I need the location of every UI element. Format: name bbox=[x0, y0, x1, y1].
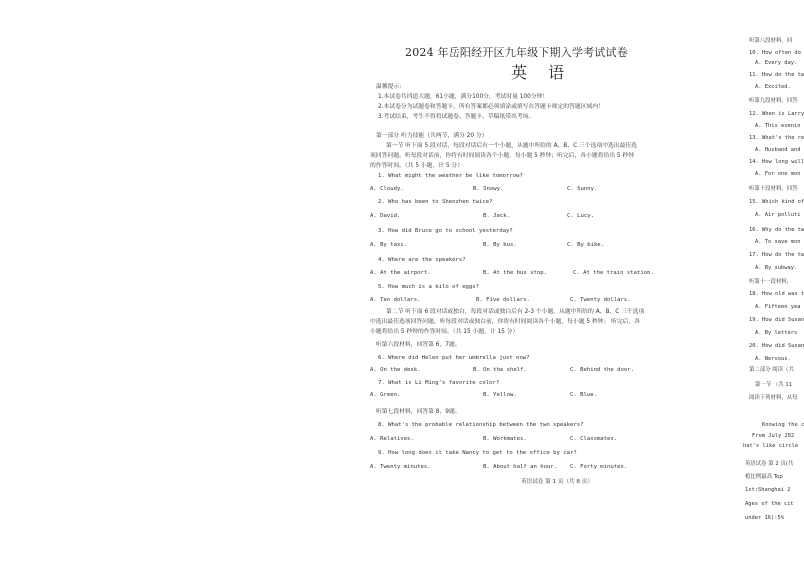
question-2: 2. Who has been to Shenzhen twice? bbox=[378, 199, 493, 205]
option-c: C. Twenty dollars. bbox=[570, 297, 631, 303]
next-page-line: 18. How old was t bbox=[749, 291, 804, 297]
next-page-line: A. Nervous. bbox=[755, 356, 791, 362]
option-a: A. On the desk. bbox=[370, 367, 421, 373]
option-c: C. Classmates. bbox=[570, 436, 618, 442]
section1-instruction: 的作答时间。（共 5 小题，计 5 分） bbox=[370, 163, 464, 169]
next-page-line: A. For one mon bbox=[755, 171, 801, 177]
option-c: C. By bike. bbox=[567, 242, 605, 248]
option-b: B. About half an hour. bbox=[483, 464, 558, 470]
option-a: A. Ten dollars. bbox=[370, 297, 421, 303]
next-page-line: 英语试卷 第 2 页(共 bbox=[745, 461, 794, 467]
next-page-line: 听第八段材料，回 bbox=[749, 38, 793, 44]
next-page-line: 17. How do the tw bbox=[749, 252, 804, 258]
section1-instruction: 项回答问题。听每段对话前，你将有时间阅读各个小题，每小题 5 秒钟；听完后，各小题将给出 5 秒钟 bbox=[370, 153, 635, 159]
option-b: B. On the shelf. bbox=[473, 367, 527, 373]
next-page-line: A. Air polluti bbox=[755, 212, 801, 218]
option-c: C. Blue. bbox=[570, 392, 597, 398]
next-page-line: 12. When is Larry bbox=[749, 111, 804, 117]
option-a: A. Relatives. bbox=[370, 436, 414, 442]
next-page-line: 11. How do the tw bbox=[749, 72, 804, 78]
option-a: A. At the airport. bbox=[370, 270, 431, 276]
option-c: C. Lucy. bbox=[567, 213, 594, 219]
next-page-line: A. This evenin bbox=[755, 123, 801, 129]
option-c: C. Forty minutes. bbox=[570, 464, 628, 470]
option-b: B. Snowy. bbox=[473, 186, 504, 192]
option-a: A. David. bbox=[370, 213, 401, 219]
option-b: B. Yellow. bbox=[483, 392, 517, 398]
question-5: 5. How much is a kilo of eggs? bbox=[378, 284, 480, 290]
next-page-line: 14. How long will bbox=[749, 159, 804, 165]
next-page-line: 19. How did Susan bbox=[749, 317, 804, 323]
next-page-line: 15. Which kind of bbox=[749, 199, 804, 205]
section2-instruction: 中选出最佳选项回答问题。听每段对话或独白前，你将有时间阅读各个小题，每小题 5 秒钟； 听完后，各 bbox=[370, 319, 641, 325]
next-page-line: 阅读下列材料，从每 bbox=[749, 395, 798, 401]
next-page-line: A. By letters bbox=[755, 330, 798, 336]
next-page-line: 第二部分 阅读（共 bbox=[749, 367, 794, 373]
next-page-line: 20. How did Susan bbox=[749, 343, 804, 349]
next-page-line: 1st:Shanghai 2 bbox=[745, 487, 791, 493]
group-instruction: 听第六段材料，回答第 6、7题。 bbox=[376, 342, 461, 348]
question-1: 1. What might the weather be like tomorrow? bbox=[378, 173, 523, 179]
next-page-line: From July 202 bbox=[752, 433, 795, 439]
question-7: 7. What is Li Ming's favorite color? bbox=[378, 380, 500, 386]
question-8: 8. What's the probable relationship between the two speakers? bbox=[378, 422, 584, 428]
next-page-line: 13. What's the re bbox=[749, 135, 804, 141]
question-4: 4. Where are the speakers? bbox=[378, 257, 466, 263]
option-b: B. Jack. bbox=[483, 213, 510, 219]
option-c: C. At the train station. bbox=[573, 270, 654, 276]
next-page-line: Ages of the cit bbox=[745, 501, 794, 507]
page-footer: 英语试卷 第 1 页（共 8 页） bbox=[521, 479, 593, 485]
next-page-line: A. Husband and bbox=[755, 147, 801, 153]
section2-instruction: 第二节 听下面 6 段对话或独白，每段对话或独白后有 2-3 个小题，从题中所给的 A、B、C 三个选项 bbox=[386, 309, 645, 315]
next-page-line: under 16):5% bbox=[745, 515, 784, 521]
next-page-line: 听第九段材料，回答 bbox=[749, 98, 798, 104]
next-page-line: A. Every day. bbox=[755, 60, 798, 66]
next-page-line: Knowing the c bbox=[762, 422, 804, 428]
notice-heading: 温馨提示： bbox=[376, 84, 405, 90]
notice-item: 1.本试卷共四道大题，61小题，满分100分，考试时量 100分钟！ bbox=[378, 94, 549, 100]
next-page-line: A. To save mon bbox=[755, 239, 801, 245]
notice-item: 3.考试结束，考生不得将试题卷、答题卡、草稿纸带出考场。 bbox=[378, 114, 535, 120]
next-page-line: A. Excited. bbox=[755, 84, 791, 90]
option-c: C. Sunny. bbox=[567, 186, 598, 192]
next-page-column bbox=[742, 0, 804, 561]
next-page-line: 10. How often do bbox=[749, 50, 801, 56]
next-page-line: 植比例最高 Top bbox=[745, 474, 783, 480]
question-6: 6. Where did Helen put her umbrella just now? bbox=[378, 355, 530, 361]
option-a: A. Cloudy. bbox=[370, 186, 404, 192]
option-b: B. At the bus stop. bbox=[483, 270, 547, 276]
subject-title: 英 语 bbox=[511, 63, 573, 82]
next-page-line: A. By subway. bbox=[755, 265, 798, 271]
exam-title: 2024 年岳阳经开区九年级下期入学考试试卷 bbox=[405, 46, 628, 59]
next-page-line: 第一节 （共 11 bbox=[755, 382, 793, 388]
question-3: 3. How did Bruce go to school yesterday? bbox=[378, 228, 513, 234]
next-page-line: A. Fifteen yea bbox=[755, 304, 801, 310]
part1-heading: 第一部分 听力技能（共两节，满分 20 分） bbox=[376, 133, 488, 139]
next-page-line: 16. Why do the tw bbox=[749, 227, 804, 233]
question-9: 9. How long does it take Nancy to get to the office by car? bbox=[378, 450, 577, 456]
next-page-line: 听第十一段材料， bbox=[749, 279, 793, 285]
option-b: B. Workmates. bbox=[483, 436, 527, 442]
section2-instruction: 小题将给出 5 秒钟的作答时间。（共 15 小题，计 15 分） bbox=[370, 329, 519, 335]
next-page-line: 听第十段材料，回答 bbox=[749, 186, 798, 192]
option-a: A. By taxi. bbox=[370, 242, 408, 248]
option-a: A. Green. bbox=[370, 392, 401, 398]
option-b: B. By bus. bbox=[483, 242, 517, 248]
option-a: A. Twenty minutes. bbox=[370, 464, 431, 470]
next-page-line: hat's like circle bbox=[743, 443, 799, 449]
section1-instruction: 第一节 听下面 5 段对话，每段对话后有一个小题，从题中所给的 A、B、C 三个选项中选出最佳选 bbox=[386, 143, 637, 149]
group-instruction: 听第七段材料，回答第 8、9题。 bbox=[376, 409, 461, 415]
option-b: B. Five dollars. bbox=[476, 297, 530, 303]
notice-item: 2.本试卷分为试题卷和答题卡，所有答案都必须填涂或填写在答题卡规定的答题区域内！ bbox=[378, 104, 604, 110]
option-c: C. Behind the door. bbox=[570, 367, 634, 373]
